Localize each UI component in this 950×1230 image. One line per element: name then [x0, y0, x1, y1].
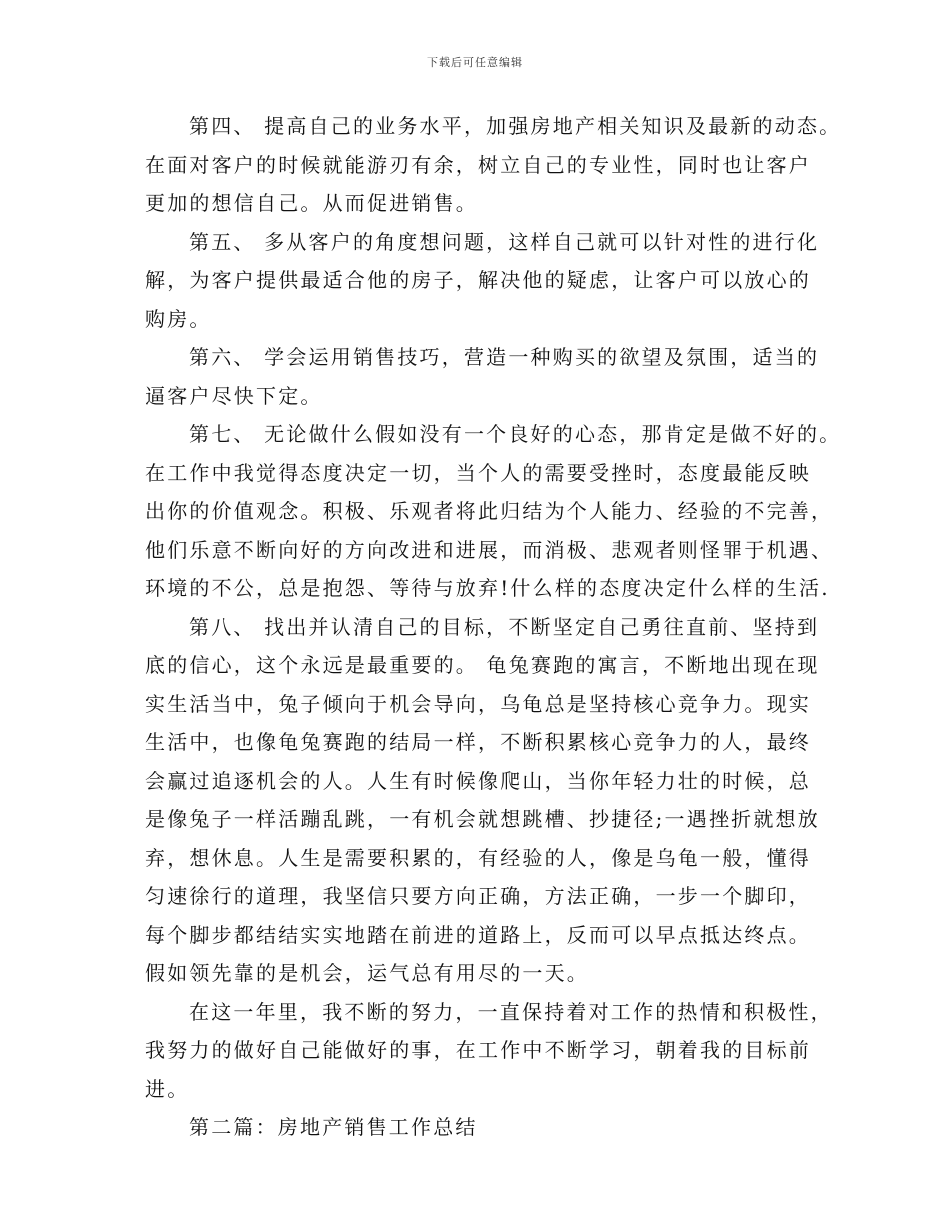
text-line: 每个脚步都结结实实地踏在前进的道路上，反而可以早点抵达终点。 [145, 922, 811, 947]
text-line: 第四、 提高自己的业务水平，加强房地产相关知识及最新的动态。 [189, 114, 842, 138]
text-line: 第六、 学会运用销售技巧，营造一种购买的欲望及氛围，适当的 [189, 345, 820, 369]
text-line: 生活中，也像龟兔赛跑的结局一样，不断积累核心竞争力的人，最终 [145, 730, 811, 754]
text-line: 逼客户尽快下定。 [145, 383, 323, 408]
text-line: 匀速徐行的道理，我坚信只要方向正确，方法正确，一步一个脚印， [145, 884, 811, 908]
text-line: 在面对客户的时候就能游刃有余，树立自己的专业性，同时也让客户 [145, 152, 811, 177]
text-line: 第八、 找出并认清自己的目标，不断坚定自己勇往直前、坚持到 [189, 614, 820, 639]
text-line: 购房。 [145, 306, 212, 331]
text-line: 他们乐意不断向好的方向改进和进展，而消极、悲观者则怪罪于机遇、 [145, 537, 834, 562]
text-line: 假如领先靠的是机会，运气总有用尽的一天。 [145, 961, 589, 985]
document-body [145, 107, 842, 1147]
text-line: 弃，想休息。人生是需要积累的，有经验的人，像是乌龟一般，懂得 [145, 845, 811, 870]
text-line: 在工作中我觉得态度决定一切，当个人的需要受挫时，态度最能反映 [145, 460, 811, 485]
text-line: 更加的想信自己。从而促进销售。 [145, 191, 478, 215]
text-line: 第二篇：房地产销售工作总结 [189, 1115, 478, 1139]
text-line: 第五、 多从客户的角度想问题，这样自己就可以针对性的进行化 [189, 229, 820, 254]
text-line: 在这一年里，我不断的努力，一直保持着对工作的热情和积极性， [189, 999, 833, 1024]
page-header: 下载后可任意编辑 [427, 56, 523, 69]
text-line: 实生活当中，兔子倾向于机会导向，乌龟总是坚持核心竞争力。现实 [145, 691, 811, 716]
text-line: 环境的不公，总是抱怨、等待与放弃!什么样的态度决定什么样的生活. [145, 576, 830, 600]
text-line: 我努力的做好自己能做好的事，在工作中不断学习，朝着我的目标前 [145, 1038, 811, 1062]
text-line: 会赢过追逐机会的人。人生有时候像爬山，当你年轻力壮的时候，总 [145, 768, 811, 793]
text-line: 第七、 无论做什么假如没有一个良好的心态，那肯定是做不好的。 [189, 422, 842, 446]
text-line: 出你的价值观念。积极、乐观者将此归结为个人能力、经验的不完善， [145, 499, 834, 523]
text-line: 进。 [145, 1076, 190, 1101]
text-line: 底的信心，这个永远是最重要的。 龟兔赛跑的寓言，不断地出现在现 [145, 653, 820, 677]
text-line: 是像兔子一样活蹦乱跳，一有机会就想跳槽、抄捷径;一遇挫折就想放 [145, 807, 820, 831]
text-line: 解，为客户提供最适合他的房子，解决他的疑虑，让客户可以放心的 [145, 268, 811, 292]
